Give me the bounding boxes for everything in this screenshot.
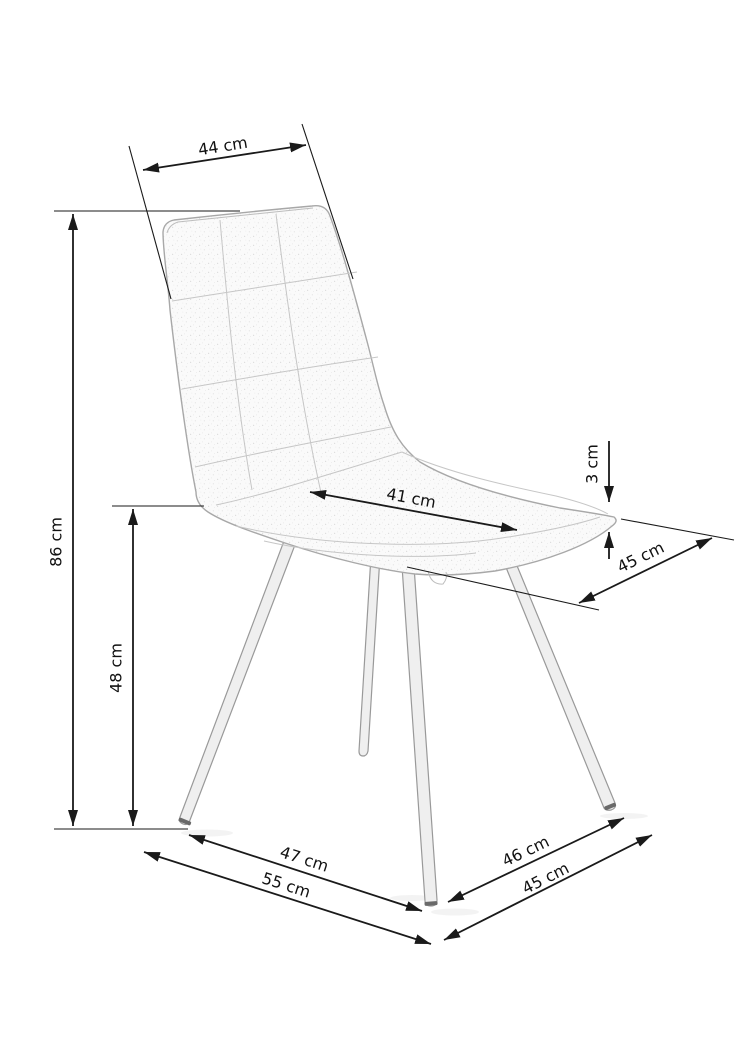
chair-leg-back-left bbox=[179, 533, 298, 825]
dimension-label-footprint-width: 45 cm bbox=[519, 858, 573, 898]
chair-legs bbox=[178, 533, 616, 906]
dimension-label-seat-height: 48 cm bbox=[106, 643, 126, 693]
chair-leg-back-right bbox=[359, 556, 380, 756]
chair-shell-outline bbox=[163, 206, 616, 575]
dimension-label-footprint-depth: 55 cm bbox=[259, 868, 313, 902]
floor-shadows bbox=[181, 813, 648, 916]
dimension-label-leg-span-front: 46 cm bbox=[498, 831, 553, 871]
chair-shell bbox=[163, 206, 616, 584]
dimension-footprint-depth bbox=[144, 852, 431, 944]
dimension-label-seat-depth: 45 cm bbox=[614, 537, 668, 577]
dimension-label-backrest-width: 44 cm bbox=[196, 132, 249, 160]
dimension-label-leg-span-side: 47 cm bbox=[277, 842, 331, 876]
dimension-seat-height bbox=[107, 506, 205, 826]
dimension-label-cushion-thickness: 3 cm bbox=[582, 444, 602, 484]
chair-leg-front-left bbox=[402, 566, 437, 906]
chair-foot-caps bbox=[178, 802, 616, 906]
dimension-label-overall-height: 86 cm bbox=[46, 517, 66, 567]
dimension-label-seat-width: 41 cm bbox=[384, 484, 438, 512]
